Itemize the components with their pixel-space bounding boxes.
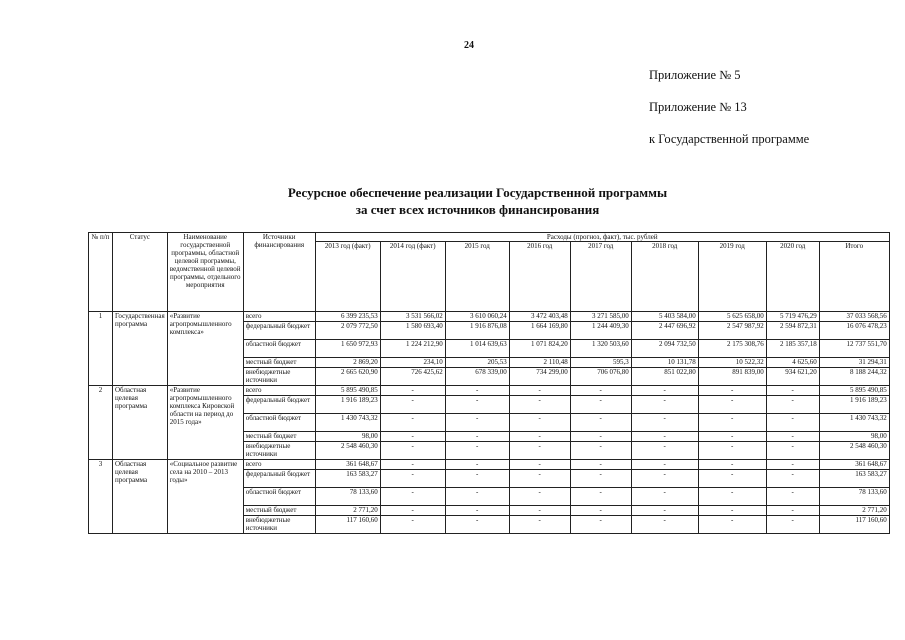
- value-cell: 205,53: [445, 358, 509, 368]
- funding-source: местный бюджет: [243, 506, 315, 516]
- value-cell: 934 621,20: [766, 368, 819, 386]
- value-cell: 78 133,60: [315, 488, 380, 506]
- value-cell: 4 625,60: [766, 358, 819, 368]
- total-cell: 1 430 743,32: [819, 414, 889, 432]
- total-cell: 16 076 478,23: [819, 322, 889, 340]
- value-cell: 2 548 460,30: [315, 442, 380, 460]
- value-cell: -: [380, 414, 445, 432]
- value-cell: 2 110,48: [509, 358, 570, 368]
- value-cell: 234,10: [380, 358, 445, 368]
- value-cell: -: [766, 506, 819, 516]
- value-cell: -: [380, 470, 445, 488]
- program-num: 2: [89, 386, 113, 460]
- value-cell: -: [445, 386, 509, 396]
- value-cell: -: [509, 470, 570, 488]
- page-number: 24: [464, 40, 474, 51]
- value-cell: 5 719 476,29: [766, 312, 819, 322]
- total-cell: 31 294,31: [819, 358, 889, 368]
- funding-source: всего: [243, 460, 315, 470]
- value-cell: 1 430 743,32: [315, 414, 380, 432]
- value-cell: 1 320 503,60: [570, 340, 631, 358]
- value-cell: -: [698, 442, 766, 460]
- value-cell: -: [509, 516, 570, 534]
- program-status: Государственная программа: [113, 312, 168, 386]
- value-cell: 361 648,67: [315, 460, 380, 470]
- value-cell: -: [380, 396, 445, 414]
- total-cell: 163 583,27: [819, 470, 889, 488]
- value-cell: -: [570, 470, 631, 488]
- appendix-line-1: Приложение № 5: [649, 68, 741, 82]
- value-cell: -: [698, 460, 766, 470]
- value-cell: 726 425,62: [380, 368, 445, 386]
- value-cell: -: [766, 470, 819, 488]
- value-cell: 1 916 876,08: [445, 322, 509, 340]
- title-line-1: Ресурсное обеспечение реализации Государственной программы: [287, 185, 668, 200]
- value-cell: 891 839,00: [698, 368, 766, 386]
- value-cell: -: [445, 396, 509, 414]
- value-cell: -: [766, 442, 819, 460]
- value-cell: -: [509, 414, 570, 432]
- header-source: Источники финансирования: [243, 233, 315, 312]
- value-cell: -: [631, 432, 698, 442]
- value-cell: -: [570, 442, 631, 460]
- program-name: «Развитие агропромышленного комплекса Кировской области на период до 2015 года»: [167, 386, 243, 460]
- value-cell: 117 160,60: [315, 516, 380, 534]
- program-name: «Развитие агропромышленного комплекса»: [167, 312, 243, 386]
- value-cell: -: [380, 442, 445, 460]
- value-cell: 2 547 987,92: [698, 322, 766, 340]
- value-cell: -: [509, 396, 570, 414]
- value-cell: -: [445, 506, 509, 516]
- program-name: «Социальное развитие села на 2010 – 2013 годы»: [167, 460, 243, 534]
- value-cell: 1 650 972,93: [315, 340, 380, 358]
- total-cell: 98,00: [819, 432, 889, 442]
- header-status: Статус: [113, 233, 168, 312]
- value-cell: 5 403 584,00: [631, 312, 698, 322]
- value-cell: -: [509, 488, 570, 506]
- value-cell: -: [380, 460, 445, 470]
- value-cell: -: [766, 460, 819, 470]
- value-cell: -: [570, 386, 631, 396]
- value-cell: -: [380, 386, 445, 396]
- table-row: [89, 460, 890, 470]
- value-cell: 1 014 639,63: [445, 340, 509, 358]
- title-line-2: за счет всех источников финансирования: [355, 202, 600, 217]
- funding-source: федеральный бюджет: [243, 322, 315, 340]
- value-cell: 1 224 212,90: [380, 340, 445, 358]
- program-num: 1: [89, 312, 113, 386]
- header-row: [89, 233, 890, 242]
- value-cell: 595,3: [570, 358, 631, 368]
- value-cell: -: [631, 506, 698, 516]
- value-cell: 734 299,00: [509, 368, 570, 386]
- value-cell: -: [698, 488, 766, 506]
- header-year: 2013 год (факт): [315, 242, 380, 312]
- value-cell: -: [631, 386, 698, 396]
- funding-source: местный бюджет: [243, 358, 315, 368]
- value-cell: 5 625 658,00: [698, 312, 766, 322]
- value-cell: -: [766, 386, 819, 396]
- value-cell: 2 771,20: [315, 506, 380, 516]
- value-cell: 10 131,78: [631, 358, 698, 368]
- funding-source: внебюджетные источники: [243, 516, 315, 534]
- funding-source: местный бюджет: [243, 432, 315, 442]
- value-cell: 2 185 357,18: [766, 340, 819, 358]
- value-cell: -: [509, 432, 570, 442]
- value-cell: -: [766, 488, 819, 506]
- value-cell: -: [698, 470, 766, 488]
- value-cell: -: [570, 460, 631, 470]
- value-cell: -: [698, 506, 766, 516]
- program-status: Областная целевая программа: [113, 386, 168, 460]
- header-year: 2014 год (факт): [380, 242, 445, 312]
- value-cell: -: [380, 488, 445, 506]
- total-cell: 2 548 460,30: [819, 442, 889, 460]
- value-cell: 2 665 620,90: [315, 368, 380, 386]
- funding-source: областной бюджет: [243, 414, 315, 432]
- value-cell: -: [698, 516, 766, 534]
- value-cell: -: [631, 414, 698, 432]
- value-cell: -: [445, 460, 509, 470]
- header-name: Наименование государственной программы, областной целевой программы, ведомственной целевой программы, отдельного мероприятия: [167, 233, 243, 312]
- value-cell: -: [570, 506, 631, 516]
- header-year: 2019 год: [698, 242, 766, 312]
- total-cell: 361 648,67: [819, 460, 889, 470]
- value-cell: 10 522,32: [698, 358, 766, 368]
- value-cell: 2 594 872,31: [766, 322, 819, 340]
- value-cell: 706 076,80: [570, 368, 631, 386]
- value-cell: -: [570, 488, 631, 506]
- value-cell: 678 339,00: [445, 368, 509, 386]
- value-cell: -: [380, 432, 445, 442]
- total-cell: 1 916 189,23: [819, 396, 889, 414]
- value-cell: -: [766, 414, 819, 432]
- total-cell: 117 160,60: [819, 516, 889, 534]
- resource-table: [88, 232, 890, 534]
- header-year: 2020 год: [766, 242, 819, 312]
- header-year: 2017 год: [570, 242, 631, 312]
- value-cell: -: [445, 488, 509, 506]
- value-cell: -: [698, 386, 766, 396]
- value-cell: 3 271 585,00: [570, 312, 631, 322]
- funding-source: областной бюджет: [243, 340, 315, 358]
- value-cell: -: [445, 432, 509, 442]
- value-cell: -: [570, 414, 631, 432]
- value-cell: -: [509, 386, 570, 396]
- value-cell: -: [445, 470, 509, 488]
- header-year: 2018 год: [631, 242, 698, 312]
- header-expenses: Расходы (прогноз, факт), тыс. рублей: [315, 233, 889, 242]
- value-cell: 6 399 235,53: [315, 312, 380, 322]
- total-cell: 8 188 244,32: [819, 368, 889, 386]
- value-cell: -: [509, 506, 570, 516]
- program-status: Областная целевая программа: [113, 460, 168, 534]
- header-year: 2016 год: [509, 242, 570, 312]
- funding-source: всего: [243, 386, 315, 396]
- value-cell: -: [766, 432, 819, 442]
- appendix-line-3: к Государственной программе: [649, 132, 810, 146]
- appendix-line-2: Приложение № 13: [649, 100, 747, 114]
- value-cell: 1 664 169,80: [509, 322, 570, 340]
- total-cell: 12 737 551,70: [819, 340, 889, 358]
- value-cell: 5 895 490,85: [315, 386, 380, 396]
- value-cell: -: [570, 516, 631, 534]
- total-cell: 2 771,20: [819, 506, 889, 516]
- funding-source: внебюджетные источники: [243, 442, 315, 460]
- value-cell: 851 022,80: [631, 368, 698, 386]
- value-cell: 3 531 566,02: [380, 312, 445, 322]
- value-cell: -: [570, 396, 631, 414]
- total-cell: 37 033 568,56: [819, 312, 889, 322]
- value-cell: -: [631, 516, 698, 534]
- value-cell: -: [631, 442, 698, 460]
- value-cell: 1 580 693,40: [380, 322, 445, 340]
- value-cell: 98,00: [315, 432, 380, 442]
- funding-source: всего: [243, 312, 315, 322]
- value-cell: -: [631, 488, 698, 506]
- header-total: Итого: [819, 242, 889, 312]
- funding-source: федеральный бюджет: [243, 396, 315, 414]
- value-cell: -: [698, 414, 766, 432]
- funding-source: внебюджетные источники: [243, 368, 315, 386]
- total-cell: 78 133,60: [819, 488, 889, 506]
- value-cell: 2 869,20: [315, 358, 380, 368]
- value-cell: -: [631, 470, 698, 488]
- funding-source: областной бюджет: [243, 488, 315, 506]
- value-cell: 2 079 772,50: [315, 322, 380, 340]
- table-row: [89, 312, 890, 322]
- value-cell: -: [570, 432, 631, 442]
- value-cell: -: [766, 516, 819, 534]
- value-cell: -: [445, 516, 509, 534]
- value-cell: 2 175 308,76: [698, 340, 766, 358]
- funding-source: федеральный бюджет: [243, 470, 315, 488]
- value-cell: -: [766, 396, 819, 414]
- value-cell: -: [380, 506, 445, 516]
- value-cell: 2 094 732,50: [631, 340, 698, 358]
- value-cell: -: [631, 396, 698, 414]
- document-title: [0, 184, 905, 218]
- value-cell: 1 916 189,23: [315, 396, 380, 414]
- value-cell: -: [445, 442, 509, 460]
- value-cell: -: [698, 432, 766, 442]
- table-row: [89, 386, 890, 396]
- value-cell: 163 583,27: [315, 470, 380, 488]
- value-cell: -: [509, 442, 570, 460]
- value-cell: -: [445, 414, 509, 432]
- value-cell: 1 071 824,20: [509, 340, 570, 358]
- value-cell: 2 447 696,92: [631, 322, 698, 340]
- header-year: 2015 год: [445, 242, 509, 312]
- program-num: 3: [89, 460, 113, 534]
- value-cell: -: [509, 460, 570, 470]
- header-num: № п/п: [89, 233, 113, 312]
- total-cell: 5 895 490,85: [819, 386, 889, 396]
- value-cell: 3 472 403,48: [509, 312, 570, 322]
- value-cell: -: [631, 460, 698, 470]
- value-cell: 1 244 409,30: [570, 322, 631, 340]
- value-cell: 3 610 060,24: [445, 312, 509, 322]
- value-cell: -: [380, 516, 445, 534]
- value-cell: -: [698, 396, 766, 414]
